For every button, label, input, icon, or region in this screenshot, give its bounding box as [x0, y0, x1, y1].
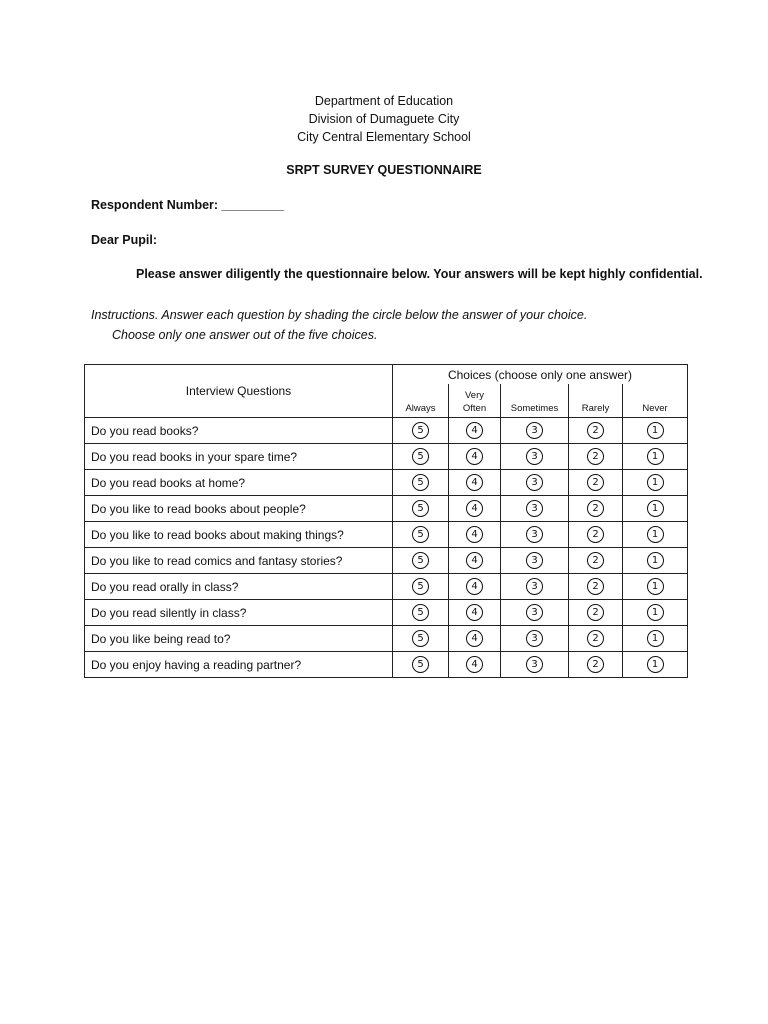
answer-cell	[623, 496, 688, 522]
answer-cell	[623, 652, 688, 678]
answer-cell	[623, 548, 688, 574]
answer-cell	[501, 418, 569, 444]
answer-cell	[569, 574, 623, 600]
answer-bubble-5[interactable]: 5	[412, 500, 429, 517]
question-text: Do you read books in your spare time?	[85, 444, 393, 470]
respondent-number-field: Respondent Number: _________	[91, 198, 285, 212]
question-text: Do you like being read to?	[85, 626, 393, 652]
answer-cell	[501, 574, 569, 600]
answer-bubble-5[interactable]: 5	[412, 630, 429, 647]
answer-bubble-1[interactable]: 1	[647, 604, 664, 621]
answer-cell	[449, 470, 501, 496]
answer-bubble-2[interactable]: 2	[587, 630, 604, 647]
answer-cell	[623, 522, 688, 548]
answer-cell	[623, 470, 688, 496]
choice-label-text: Always	[405, 403, 436, 414]
answer-cell	[569, 600, 623, 626]
choices-header: Choices (choose only one answer)	[393, 365, 688, 385]
table-row	[85, 600, 688, 626]
answer-bubble-1[interactable]: 1	[647, 448, 664, 465]
answer-cell	[501, 496, 569, 522]
answer-cell	[569, 418, 623, 444]
answer-bubble-4[interactable]: 4	[466, 656, 483, 673]
answer-cell	[449, 444, 501, 470]
answer-bubble-4[interactable]: 4	[466, 500, 483, 517]
answer-bubble-2[interactable]: 2	[587, 448, 604, 465]
answer-bubble-1[interactable]: 1	[647, 526, 664, 543]
table-row	[85, 548, 688, 574]
question-text: Do you like to read books about making things?	[85, 522, 393, 548]
answer-cell	[569, 496, 623, 522]
answer-cell	[393, 574, 449, 600]
answer-cell	[501, 470, 569, 496]
answer-bubble-3[interactable]: 3	[526, 552, 543, 569]
table-row	[85, 626, 688, 652]
instructions-line-2: Choose only one answer out of the five choices.	[112, 328, 378, 342]
answer-bubble-3[interactable]: 3	[526, 578, 543, 595]
question-text: Do you read books?	[85, 418, 393, 444]
answer-cell	[393, 496, 449, 522]
answer-cell	[623, 574, 688, 600]
answer-bubble-5[interactable]: 5	[412, 474, 429, 491]
confidentiality-notice: Please answer diligently the questionnaire below. Your answers will be kept highly confidential.	[136, 267, 703, 281]
answer-cell	[569, 626, 623, 652]
answer-cell	[449, 600, 501, 626]
answer-bubble-1[interactable]: 1	[647, 656, 664, 673]
answer-bubble-4[interactable]: 4	[466, 422, 483, 439]
answer-bubble-3[interactable]: 3	[526, 630, 543, 647]
answer-cell	[501, 522, 569, 548]
instructions-line-1: Instructions. Answer each question by shading the circle below the answer of your choice.	[91, 308, 588, 322]
answer-cell	[449, 548, 501, 574]
answer-bubble-3[interactable]: 3	[526, 526, 543, 543]
answer-cell	[393, 470, 449, 496]
answer-cell	[393, 626, 449, 652]
answer-cell	[449, 574, 501, 600]
choice-label-text: Never	[642, 403, 668, 414]
choice-label-sometimes	[501, 384, 569, 418]
answer-cell	[569, 522, 623, 548]
answer-cell	[501, 444, 569, 470]
answer-bubble-3[interactable]: 3	[526, 604, 543, 621]
choice-label-never	[623, 384, 688, 418]
questions-body	[85, 418, 688, 678]
choice-label-rarely	[569, 384, 623, 418]
table-row	[85, 496, 688, 522]
answer-cell	[393, 600, 449, 626]
header-department: Department of Education	[314, 94, 454, 108]
answer-cell	[449, 626, 501, 652]
question-text: Do you read orally in class?	[85, 574, 393, 600]
answer-bubble-5[interactable]: 5	[412, 656, 429, 673]
answer-bubble-2[interactable]: 2	[587, 500, 604, 517]
answer-bubble-2[interactable]: 2	[587, 578, 604, 595]
question-text: Do you like to read books about people?	[85, 496, 393, 522]
answer-cell	[501, 652, 569, 678]
answer-bubble-2[interactable]: 2	[587, 604, 604, 621]
answer-bubble-5[interactable]: 5	[412, 448, 429, 465]
answer-bubble-2[interactable]: 2	[587, 422, 604, 439]
answer-cell	[449, 418, 501, 444]
answer-bubble-5[interactable]: 5	[412, 552, 429, 569]
answer-bubble-5[interactable]: 5	[412, 526, 429, 543]
answer-cell	[501, 600, 569, 626]
answer-bubble-4[interactable]: 4	[466, 448, 483, 465]
answer-bubble-3[interactable]: 3	[526, 422, 543, 439]
answer-bubble-3[interactable]: 3	[526, 474, 543, 491]
answer-cell	[449, 522, 501, 548]
questions-header: Interview Questions	[85, 365, 393, 418]
table-row	[85, 418, 688, 444]
answer-cell	[501, 626, 569, 652]
question-text: Do you read books at home?	[85, 470, 393, 496]
answer-bubble-1[interactable]: 1	[647, 630, 664, 647]
answer-cell	[449, 496, 501, 522]
table-row	[85, 522, 688, 548]
table-row	[85, 574, 688, 600]
choice-label-text: Sometimes	[510, 403, 559, 414]
answer-cell	[569, 548, 623, 574]
answer-bubble-4[interactable]: 4	[466, 552, 483, 569]
answer-bubble-4[interactable]: 4	[466, 604, 483, 621]
answer-bubble-1[interactable]: 1	[647, 578, 664, 595]
answer-bubble-2[interactable]: 2	[587, 656, 604, 673]
answer-bubble-1[interactable]: 1	[647, 500, 664, 517]
answer-cell	[569, 652, 623, 678]
answer-cell	[393, 522, 449, 548]
answer-cell	[393, 652, 449, 678]
answer-cell	[569, 444, 623, 470]
choice-label-text: Often	[462, 403, 487, 414]
table-row	[85, 444, 688, 470]
answer-bubble-2[interactable]: 2	[587, 474, 604, 491]
answer-bubble-5[interactable]: 5	[412, 604, 429, 621]
choice-label-always	[393, 384, 449, 418]
document-header	[0, 92, 768, 146]
greeting: Dear Pupil:	[91, 233, 157, 247]
choice-label-very-often	[449, 384, 501, 418]
answer-bubble-3[interactable]: 3	[526, 500, 543, 517]
answer-bubble-3[interactable]: 3	[526, 656, 543, 673]
answer-cell	[393, 548, 449, 574]
answer-bubble-2[interactable]: 2	[587, 526, 604, 543]
answer-cell	[623, 626, 688, 652]
answer-bubble-5[interactable]: 5	[412, 422, 429, 439]
choice-label-text: Very	[464, 390, 484, 401]
answer-cell	[501, 548, 569, 574]
answer-cell	[623, 418, 688, 444]
answer-bubble-5[interactable]: 5	[412, 578, 429, 595]
answer-cell	[449, 652, 501, 678]
answer-bubble-3[interactable]: 3	[526, 448, 543, 465]
header-division: Division of Dumaguete City	[308, 112, 460, 126]
answer-bubble-1[interactable]: 1	[647, 552, 664, 569]
answer-bubble-4[interactable]: 4	[466, 526, 483, 543]
answer-bubble-4[interactable]: 4	[466, 630, 483, 647]
answer-bubble-4[interactable]: 4	[466, 474, 483, 491]
answer-cell	[393, 418, 449, 444]
table-row	[85, 470, 688, 496]
answer-cell	[393, 444, 449, 470]
survey-table	[84, 364, 688, 678]
answer-bubble-2[interactable]: 2	[587, 552, 604, 569]
question-text: Do you enjoy having a reading partner?	[85, 652, 393, 678]
answer-bubble-1[interactable]: 1	[647, 422, 664, 439]
table-row	[85, 652, 688, 678]
page-title: SRPT SURVEY QUESTIONNAIRE	[286, 163, 482, 177]
answer-cell	[569, 470, 623, 496]
choice-label-text: Rarely	[581, 403, 610, 414]
answer-bubble-4[interactable]: 4	[466, 578, 483, 595]
header-school: City Central Elementary School	[297, 130, 471, 144]
question-text: Do you like to read comics and fantasy stories?	[85, 548, 393, 574]
answer-bubble-1[interactable]: 1	[647, 474, 664, 491]
answer-cell	[623, 600, 688, 626]
answer-cell	[623, 444, 688, 470]
question-text: Do you read silently in class?	[85, 600, 393, 626]
